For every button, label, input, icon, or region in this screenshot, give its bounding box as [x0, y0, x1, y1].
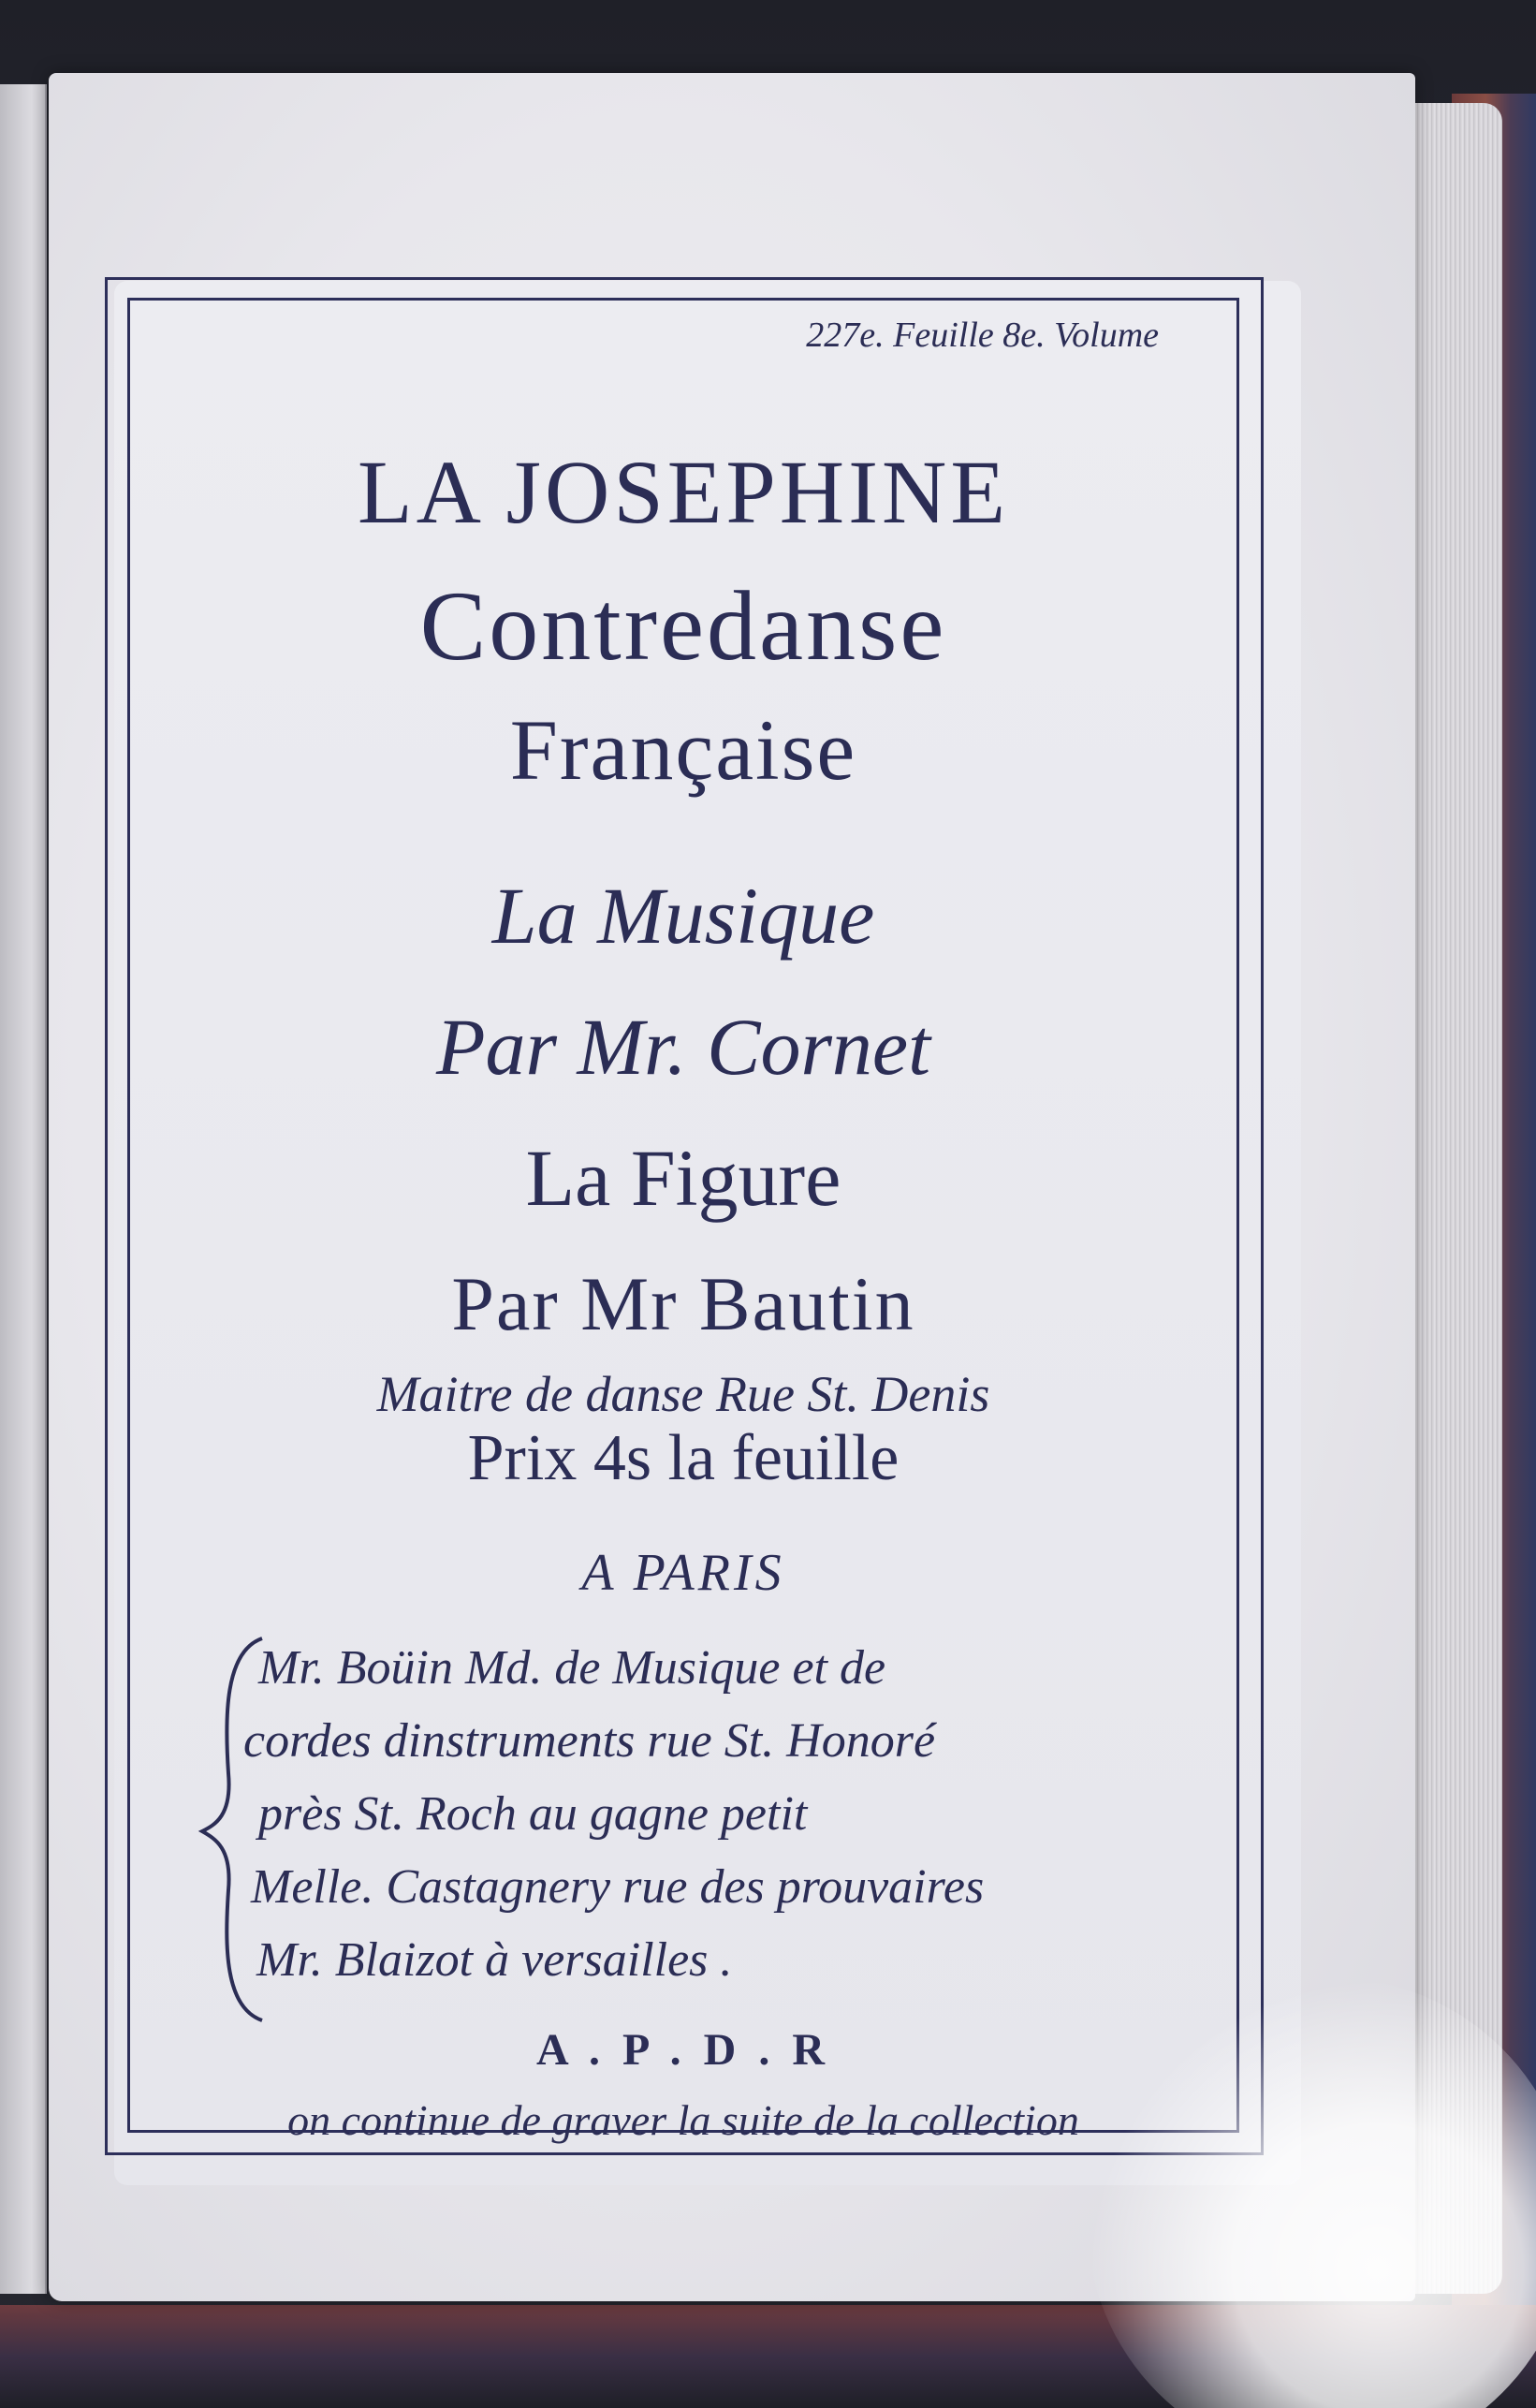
master-address: Maitre de danse Rue St. Denis: [376, 1366, 990, 1422]
dance-title: LA JOSEPHINE: [357, 442, 1010, 542]
volume-reference: 227e. Feuille 8e. Volume: [806, 316, 1159, 355]
address-line: près St. Roch au gagne petit: [258, 1787, 808, 1841]
address-line: cordes dinstruments rue St. Honoré: [243, 1714, 936, 1768]
collection-note: on continue de graver la suite de la collection: [287, 2096, 1079, 2144]
dance-origin: Française: [509, 702, 857, 798]
figure-author: Par Mr Bautin: [451, 1261, 915, 1346]
previous-page-edge: [0, 84, 47, 2294]
city-line: A PARIS: [581, 1544, 785, 1602]
address-line: Mr. Boüin Md. de Musique et de: [258, 1641, 886, 1695]
title-page: [49, 73, 1415, 2301]
music-label: La Musique: [491, 871, 875, 961]
music-composer: Par Mr. Cornet: [436, 1002, 930, 1092]
privilege-mark: A . P . D . R: [535, 2025, 830, 2075]
address-line: Mr. Blaizot à versailles .: [256, 1933, 733, 1987]
figure-label: La Figure: [525, 1133, 841, 1223]
price-line: Prix 4s la feuille: [467, 1422, 900, 1494]
dance-type: Contredanse: [419, 571, 947, 681]
address-line: Melle. Castagnery rue des prouvaires: [251, 1860, 985, 1914]
